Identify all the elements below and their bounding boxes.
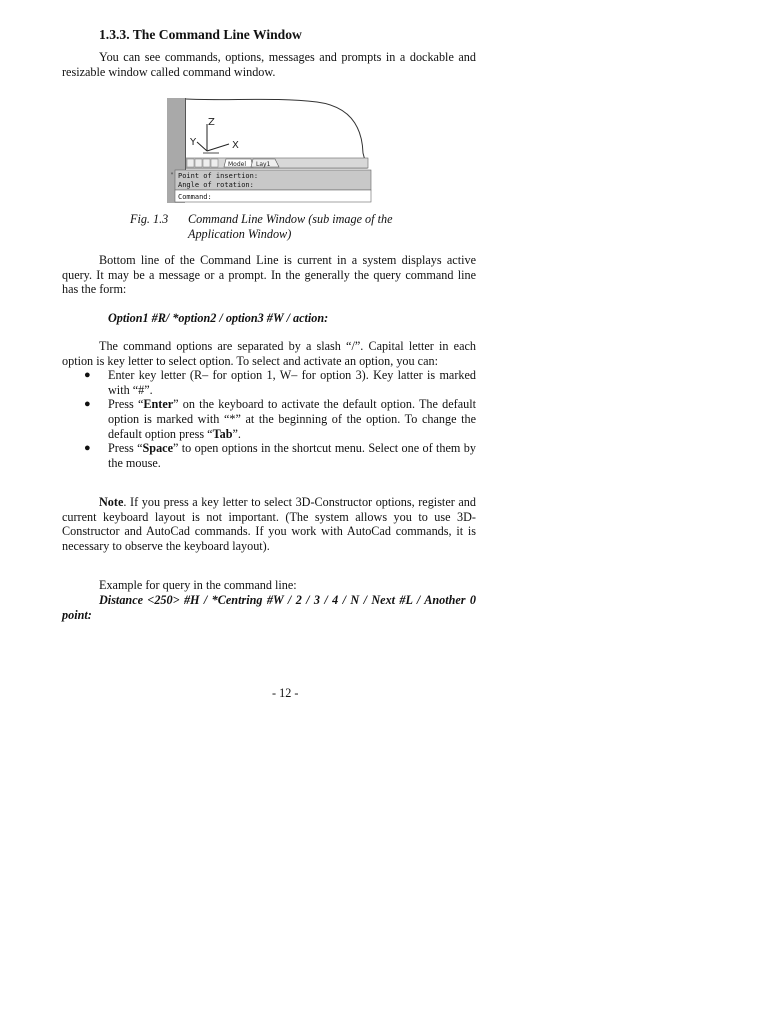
- command-line-figure: [167, 98, 373, 203]
- key-enter: Enter: [143, 397, 174, 412]
- list-item: ● Enter key letter (R– for option 1, W– for option 3). Key latter is marked with “#”.: [84, 368, 476, 397]
- section-title: 1.3.3. The Command Line Window: [99, 27, 302, 42]
- page-number: - 12 -: [272, 686, 299, 700]
- tab-next-button: [203, 159, 210, 167]
- svg-text:": ": [170, 172, 174, 179]
- list-item: ● Press “Space” to open options in the shortcut menu. Select one of them by the mouse.: [84, 441, 476, 470]
- axis-y-label: Y: [190, 137, 197, 148]
- example-query: Distance <250> #H / *Centring #W / 2 / 3 / 4 / N / Next #L / Another 0 point:: [62, 593, 476, 622]
- tab-layout-label: Lay1: [256, 161, 271, 168]
- axis-z-label: Z: [208, 117, 215, 128]
- example-intro: Example for query in the command line:: [99, 578, 297, 592]
- bullet-icon: ●: [84, 398, 91, 411]
- command-line-1: Point of insertion:: [178, 172, 259, 180]
- query-form: Option1 #R/ *option2 / option3 #W / action:: [108, 311, 329, 325]
- note-text: . If you press a key letter to select 3D-Constructor options, register and current keyboard layout is not important. (The system allows you to use 3D-Constructor and AutoCad commands. If you work with AutoCad commands, it is necessary to observe the keyboard layout).: [62, 495, 476, 553]
- tab-first-button: [187, 159, 194, 167]
- note-paragraph: [62, 495, 476, 553]
- caption-text: Command Line Window (sub image of the Application Window): [188, 212, 393, 241]
- axis-x-label: X: [232, 140, 239, 151]
- key-space: Space: [142, 441, 173, 456]
- bottom-line-paragraph: Bottom line of the Command Line is current in a system displays active query. It may be a message or a prompt. In the generally the query command line has the form:: [62, 253, 476, 297]
- command-line-2: Angle of rotation:: [178, 181, 254, 189]
- intro-paragraph: You can see commands, options, messages and prompts in a dockable and resizable window called command window.: [62, 50, 476, 79]
- options-section: [62, 339, 476, 470]
- tab-last-button: [211, 159, 218, 167]
- drawing-area: [186, 99, 367, 168]
- tab-prev-button: [195, 159, 202, 167]
- caption-number: Fig. 1.3: [130, 212, 169, 226]
- options-list: [62, 368, 476, 470]
- command-line-3: Command:: [178, 193, 212, 201]
- options-paragraph: The command options are separated by a slash “/”. Capital letter in each option is key letter to select option. To select and activate an option, you can:: [62, 339, 476, 368]
- note-label: Note: [99, 495, 124, 509]
- bullet-icon: ●: [84, 442, 91, 455]
- key-tab: Tab: [212, 426, 233, 441]
- tab-model-label: Model: [228, 161, 247, 168]
- bullet-icon: ●: [84, 369, 91, 382]
- list-item: ● Press “Enter” on the keyboard to activate the default option. The default option is marked with “*” at the beginning of the option. To change the default option press “Tab”.: [84, 397, 476, 441]
